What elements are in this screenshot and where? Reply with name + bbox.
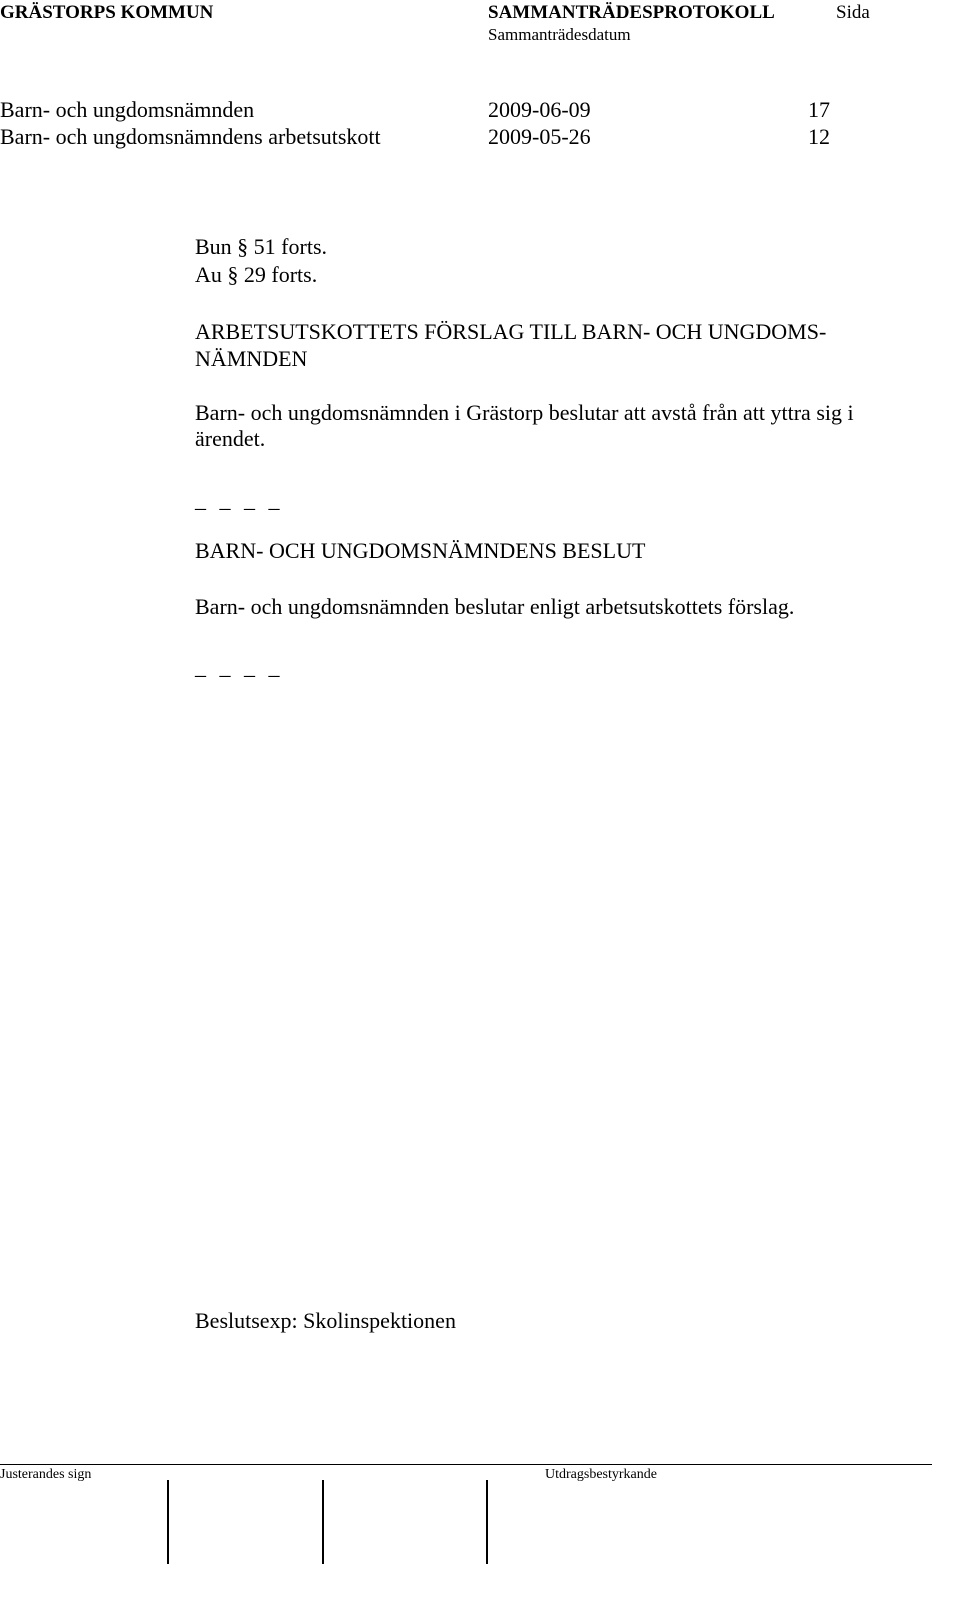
distribution-note: Beslutsexp: Skolinspektionen (195, 1308, 456, 1333)
footer-divider (0, 1464, 932, 1465)
proposal-text-cont: ärendet. (195, 426, 266, 451)
section-heading-decision: BARN- OCH UNGDOMSNÄMNDENS BESLUT (195, 538, 646, 563)
meeting-body: Barn- och ungdomsnämnden (0, 97, 255, 122)
proposal-text: Barn- och ungdomsnämnden i Grästorp beslutar att avstå från att yttra sig i (195, 400, 854, 425)
decision-text: Barn- och ungdomsnämnden beslutar enligt arbetsutskottets förslag. (195, 594, 795, 619)
page-label: Sida (836, 2, 870, 23)
meeting-page: 12 (808, 124, 830, 149)
paragraph-ref-au: Au § 29 forts. (195, 262, 318, 287)
signature-label: Justerandes sign (0, 1467, 92, 1482)
separator-dashes: _ _ _ _ (195, 654, 284, 679)
separator-dashes: _ _ _ _ (195, 487, 284, 512)
meeting-date: 2009-06-09 (488, 97, 591, 122)
section-heading-proposal: ARBETSUTSKOTTETS FÖRSLAG TILL BARN- OCH UNGDOMS- (195, 319, 827, 344)
signature-box-divider (322, 1480, 324, 1564)
document-type: SAMMANTRÄDESPROTOKOLL (488, 2, 775, 23)
meeting-date: 2009-05-26 (488, 124, 591, 149)
organization-name: GRÄSTORPS KOMMUN (0, 2, 214, 23)
signature-box-divider (486, 1480, 488, 1564)
meeting-body: Barn- och ungdomsnämndens arbetsutskott (0, 124, 381, 149)
paragraph-ref-bun: Bun § 51 forts. (195, 234, 327, 259)
section-heading-proposal-cont: NÄMNDEN (195, 346, 308, 371)
meeting-page: 17 (808, 97, 830, 122)
signature-box-divider (167, 1480, 169, 1564)
meeting-date-label: Sammanträdesdatum (488, 25, 631, 44)
certification-label: Utdragsbestyrkande (545, 1467, 657, 1482)
